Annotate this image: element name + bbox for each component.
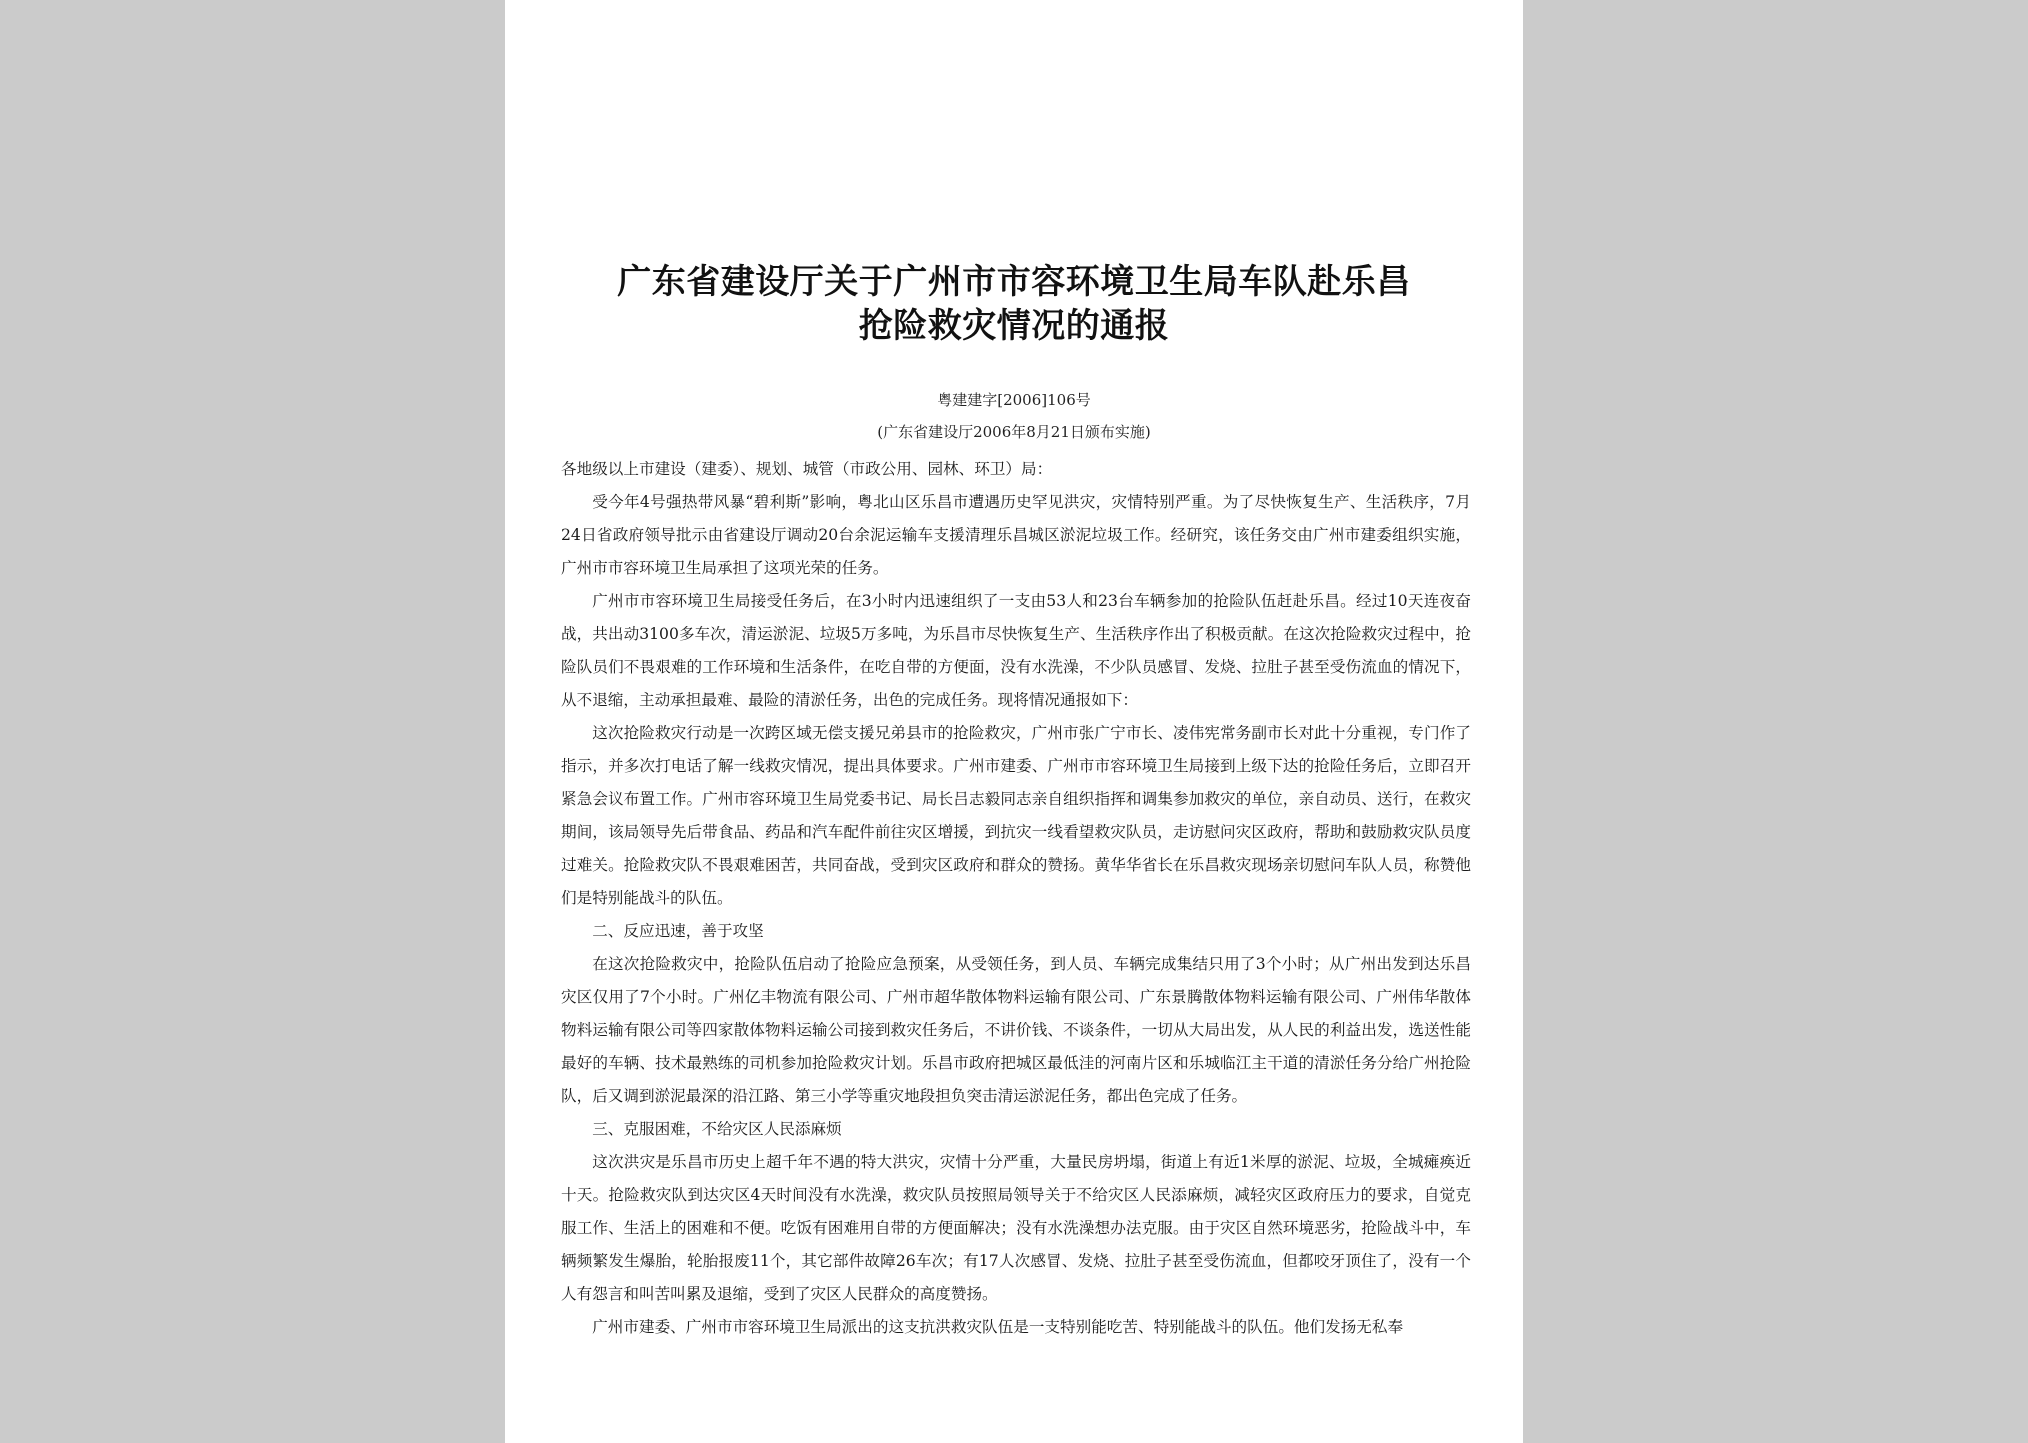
paragraph: 这次洪灾是乐昌市历史上超千年不遇的特大洪灾，灾情十分严重，大量民房坍塌，街道上有近1米厚的淤泥、垃圾，全城瘫痪近十天。抢险救灾队到达灾区4天时间没有水洗澡，救灾队员按照局领导关于不给灾区人民添麻烦，减轻灾区政府压力的要求，自觉克服工作、生活上的困难和不便。吃饭有困难用自带的方便面解决；没有水洗澡想办法克服。由于灾区自然环境恶劣，抢险战斗中，车辆频繁发生爆胎，轮胎报废11个，其它部件故障26车次；有17人次感冒、发烧、拉肚子甚至受伤流血，但都咬牙顶住了，没有一个人有怨言和叫苦叫累及退缩，受到了灾区人民群众的高度赞扬。 <box>561 1153 1471 1303</box>
paragraph: 在这次抢险救灾中，抢险队伍启动了抢险应急预案，从受领任务，到人员、车辆完成集结只用了3个小时；从广州出发到达乐昌灾区仅用了7个小时。广州亿丰物流有限公司、广州市超华散体物料运输有限公司、广东景腾散体物料运输有限公司、广州伟华散体物料运输有限公司等四家散体物料运输公司接到救灾任务后，不讲价钱、不谈条件，一切从大局出发，从人民的利益出发，选送性能最好的车辆、技术最熟练的司机参加抢险救灾计划。乐昌市政府把城区最低洼的河南片区和乐城临江主干道的清淤任务分给广州抢险队，后又调到淤泥最深的沿江路、第三小学等重灾地段担负突击清运淤泥任务，都出色完成了任务。 <box>561 955 1471 1105</box>
document-title <box>565 260 1463 348</box>
document-page <box>505 0 1523 1443</box>
paragraph: 这次抢险救灾行动是一次跨区域无偿支援兄弟县市的抢险救灾，广州市张广宁市长、凌伟宪常务副市长对此十分重视，专门作了指示，并多次打电话了解一线救灾情况，提出具体要求。广州市建委、广州市市容环境卫生局接到上级下达的抢险任务后，立即召开紧急会议布置工作。广州市容环境卫生局党委书记、局长吕志毅同志亲自组织指挥和调集参加救灾的单位，亲自动员、送行，在救灾期间，该局领导先后带食品、药品和汽车配件前往灾区增援，到抗灾一线看望救灾队员，走访慰问灾区政府，帮助和鼓励救灾队员度过难关。抢险救灾队不畏艰难困苦，共同奋战，受到灾区政府和群众的赞扬。黄华华省长在乐昌救灾现场亲切慰问车队人员，称赞他们是特别能战斗的队伍。 <box>561 724 1471 907</box>
salutation: 各地级以上市建设（建委）、规划、城管（市政公用、园林、环卫）局： <box>561 460 1053 478</box>
document-body <box>561 453 1471 1344</box>
paragraph: 广州市市容环境卫生局接受任务后，在3小时内迅速组织了一支由53人和23台车辆参加的抢险队伍赶赴乐昌。经过10天连夜奋战，共出动3100多车次，清运淤泥、垃圾5万多吨，为乐昌市尽快恢复生产、生活秩序作出了积极贡献。在这次抢险救灾过程中，抢险队员们不畏艰难的工作环境和生活条件，在吃自带的方便面，没有水洗澡，不少队员感冒、发烧、拉肚子甚至受伤流血的情况下，从不退缩，主动承担最难、最险的清淤任务，出色的完成任务。现将情况通报如下： <box>561 592 1471 709</box>
title-line-2: 抢险救灾情况的通报 <box>858 306 1170 346</box>
document-number: 粤建建字[2006]106号 <box>937 391 1091 409</box>
paragraph: 广州市建委、广州市市容环境卫生局派出的这支抗洪救灾队伍是一支特别能吃苦、特别能战斗的队伍。他们发扬无私奉 <box>592 1318 1404 1336</box>
issue-note: (广东省建设厅2006年8月21日颁布实施) <box>877 423 1151 441</box>
paragraph: 受今年4号强热带风暴“碧利斯”影响，粤北山区乐昌市遭遇历史罕见洪灾，灾情特别严重。为了尽快恢复生产、生活秩序，7月24日省政府领导批示由省建设厅调动20台余泥运输车支援清理乐昌城区淤泥垃圾工作。经研究，该任务交由广州市建委组织实施，广州市市容环境卫生局承担了这项光荣的任务。 <box>561 493 1471 577</box>
section-heading: 三、克服困难，不给灾区人民添麻烦 <box>592 1120 842 1138</box>
title-line-1: 广东省建设厅关于广州市市容环境卫生局车队赴乐昌 <box>617 262 1411 302</box>
section-heading: 二、反应迅速，善于攻坚 <box>592 922 764 940</box>
